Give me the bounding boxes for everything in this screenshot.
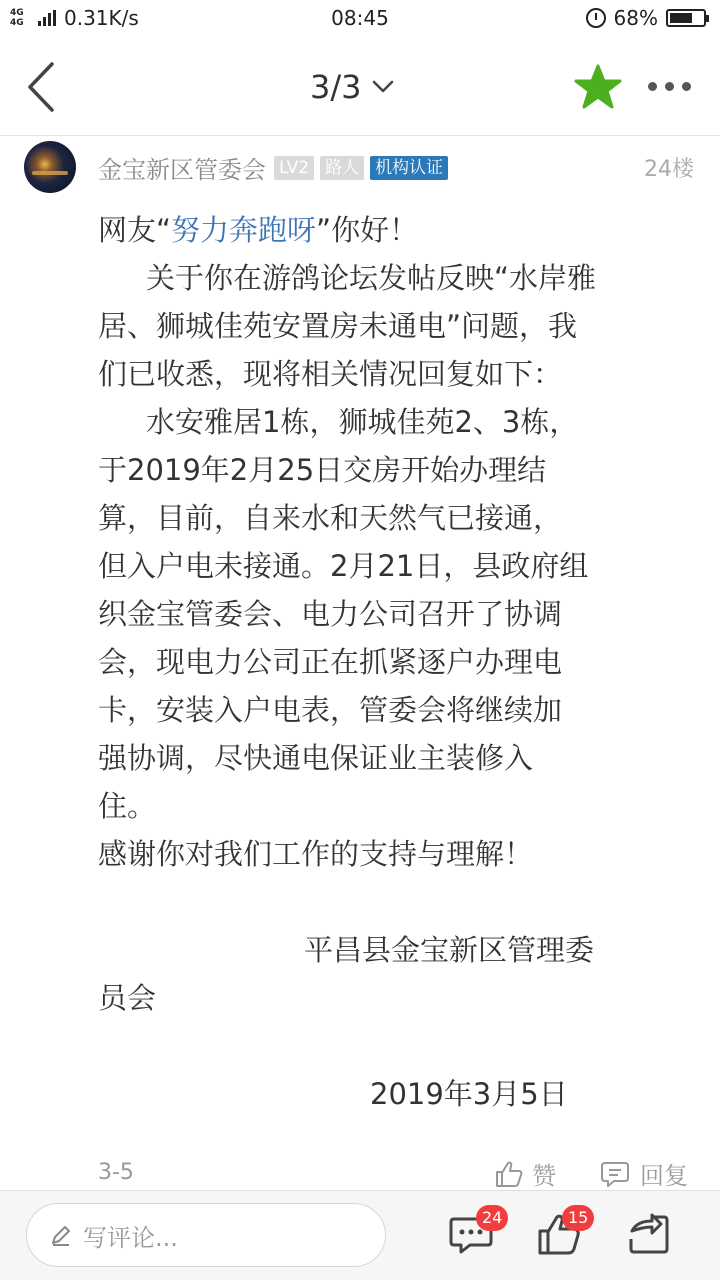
page-indicator-label: 3/3 bbox=[310, 68, 362, 106]
signature-line: 平昌县金宝新区管理委 bbox=[304, 933, 595, 967]
network-type: 4G 4G bbox=[10, 8, 24, 28]
post-content bbox=[98, 206, 678, 1118]
favorite-star-icon[interactable] bbox=[574, 64, 622, 110]
share-button[interactable] bbox=[626, 1211, 672, 1257]
bottom-bar bbox=[0, 1190, 720, 1280]
status-bar bbox=[0, 0, 720, 38]
content-line: 们已收悉，现将相关情况回复如下： bbox=[98, 357, 563, 391]
greeting-line bbox=[98, 206, 678, 254]
author-name[interactable]: 金宝新区管委会 bbox=[98, 156, 266, 184]
page-selector[interactable] bbox=[310, 68, 394, 106]
reply-label: 回复 bbox=[640, 1162, 688, 1190]
content-line: 强协调，尽快通电保证业主装修入 bbox=[98, 741, 534, 775]
reply-icon bbox=[600, 1159, 630, 1189]
content-line: 水安雅居1栋，狮城佳苑2、3栋， bbox=[146, 405, 579, 439]
like-count-badge: 15 bbox=[562, 1205, 594, 1231]
signature-date: 2019年3月5日 bbox=[370, 1077, 568, 1111]
reply-button[interactable] bbox=[600, 1156, 688, 1191]
content-line: 关于你在游鸽论坛发帖反映“水岸雅 bbox=[146, 261, 597, 295]
user-mention[interactable]: 努力奔跑呀 bbox=[171, 213, 317, 247]
comments-button[interactable] bbox=[448, 1208, 503, 1257]
role-badge: 路人 bbox=[320, 156, 364, 180]
author-row bbox=[98, 150, 448, 185]
more-options-icon[interactable] bbox=[648, 82, 691, 91]
content-line: 住。 bbox=[98, 789, 157, 823]
like-count-button[interactable] bbox=[536, 1208, 589, 1257]
like-button[interactable] bbox=[494, 1156, 556, 1191]
like-label: 赞 bbox=[532, 1162, 556, 1190]
content-line: 织金宝管委会、电力公司召开了协调 bbox=[98, 597, 563, 631]
author-avatar[interactable] bbox=[24, 141, 76, 193]
nav-bar bbox=[0, 38, 720, 136]
greeting-suffix: ”你好！ bbox=[316, 213, 419, 247]
pencil-icon bbox=[49, 1223, 73, 1247]
floor-number: 24楼 bbox=[644, 157, 694, 182]
status-right bbox=[586, 6, 706, 30]
thumbs-up-icon bbox=[494, 1159, 524, 1189]
comment-count-badge: 24 bbox=[476, 1205, 508, 1231]
post-date: 3-5 bbox=[98, 1160, 134, 1185]
network-speed: 0.31K/s bbox=[64, 6, 139, 30]
content-line: 会，现电力公司正在抓紧逐户办理电 bbox=[98, 645, 563, 679]
comment-input[interactable] bbox=[26, 1203, 386, 1267]
content-line: 但入户电未接通。2月21日，县政府组 bbox=[98, 549, 589, 583]
battery-percent: 68% bbox=[613, 6, 658, 30]
chevron-down-icon bbox=[372, 80, 394, 94]
greeting-prefix: 网友“ bbox=[98, 213, 172, 247]
content-line: 感谢你对我们工作的支持与理解！ bbox=[98, 837, 534, 871]
alarm-icon bbox=[586, 8, 606, 28]
comment-placeholder: 写评论... bbox=[83, 1223, 178, 1252]
content-line: 算，目前，自来水和天然气已接通， bbox=[98, 501, 563, 535]
content-line: 卡，安装入户电表，管委会将继续加 bbox=[98, 693, 563, 727]
content-line: 于2019年2月25日交房开始办理结 bbox=[98, 453, 547, 487]
back-arrow-icon[interactable] bbox=[22, 60, 62, 114]
signature-line: 员会 bbox=[98, 981, 157, 1015]
battery-icon bbox=[666, 9, 706, 27]
certification-badge: 机构认证 bbox=[370, 156, 448, 180]
content-line: 居、狮城佳苑安置房未通电”问题，我 bbox=[98, 309, 578, 343]
clock: 08:45 bbox=[331, 6, 389, 30]
share-icon bbox=[626, 1211, 672, 1257]
level-badge: LV2 bbox=[274, 156, 314, 180]
